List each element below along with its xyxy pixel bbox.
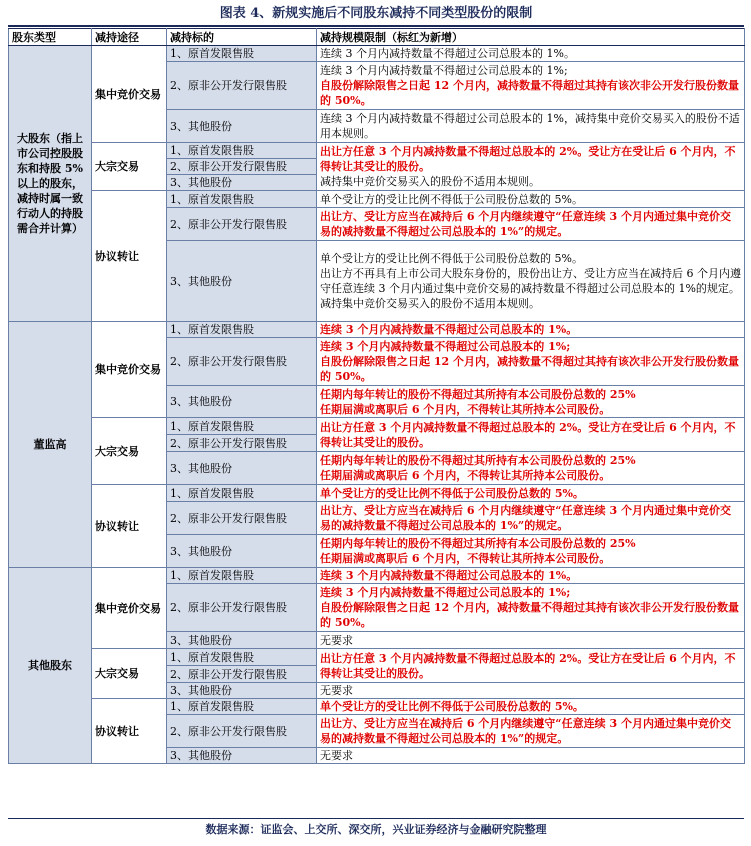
- rule-cell-new: [317, 452, 745, 485]
- restriction-table: [8, 28, 745, 764]
- route-block: 大宗交易: [92, 418, 167, 485]
- rule-line-new: 任期内每年转让的股份不得超过其所持有本公司股份总数的 25%: [320, 387, 636, 401]
- table-row: [9, 418, 745, 435]
- route-block: 大宗交易: [92, 649, 167, 699]
- sub-item: 2、原非公开发行限售股: [167, 208, 317, 241]
- type-others: 其他股东: [9, 568, 92, 764]
- rule-cell-new: 出让方、受让方应当在减持后 6 个月内继续遵守“任意连续 3 个月内通过集中竞价交易的减持数量不得超过公司总股本的 1%”的规定。: [317, 502, 745, 535]
- sub-item: 3、其他股份: [167, 535, 317, 568]
- sub-item: 1、原首发限售股: [167, 485, 317, 502]
- rule-cell-new: [317, 386, 745, 418]
- rule-line-new: 任期内每年转让的股份不得超过其所持有本公司股份总数的 25%: [320, 537, 636, 550]
- table-row: [9, 143, 745, 159]
- sub-item: 3、其他股份: [167, 241, 317, 322]
- sub-item: 3、其他股份: [167, 386, 317, 418]
- rule-line: 减持集中竞价交易买入的股份不适用本规则。: [320, 175, 540, 188]
- rule-cell-new: 出让方任意 3 个月内减持数量不得超过总股本的 2%。受让方在受让后 6 个月内，不得转让其受让的股份。: [317, 418, 745, 452]
- rule-cell: [317, 62, 745, 110]
- rule-cell: 单个受让方的受让比例不得低于公司股份总数的 5%。: [317, 191, 745, 208]
- rule-line-new: 任期内每年转让的股份不得超过其所持有本公司股份总数的 25%: [320, 454, 636, 467]
- sub-item: 2、原非公开发行限售股: [167, 435, 317, 452]
- rule-line-new: 自股份解除限售之日起 12 个月内，减持数量不得超过其持有该次非公开发行股份数量的 50%。: [320, 79, 739, 107]
- header-row: [9, 29, 745, 46]
- route-bidding: 集中竞价交易: [92, 322, 167, 418]
- sub-item: 2、原非公开发行限售股: [167, 62, 317, 110]
- rule-cell-new: [317, 584, 745, 632]
- sub-item: 3、其他股份: [167, 452, 317, 485]
- header-type: 股东类型: [9, 29, 92, 46]
- rule-cell: 无要求: [317, 632, 745, 649]
- rule-cell: 连续 3 个月内减持数量不得超过公司总股本的 1%，减持集中竞价交易买入的股份不适用本规则。: [317, 110, 745, 143]
- table-row: [9, 699, 745, 715]
- rule-cell-new: [317, 338, 745, 386]
- table-row: [9, 191, 745, 208]
- route-agreement: 协议转让: [92, 485, 167, 568]
- table-row: [9, 649, 745, 666]
- rule-cell: [317, 143, 745, 191]
- sub-item: 3、其他股份: [167, 110, 317, 143]
- rule-cell: 无要求: [317, 683, 745, 699]
- header-rule: 减持规模限制（标红为新增）: [317, 29, 745, 46]
- sub-item: 2、原非公开发行限售股: [167, 666, 317, 683]
- sub-item: 3、其他股份: [167, 632, 317, 649]
- table-row: [9, 485, 745, 502]
- table-row: [9, 322, 745, 338]
- sub-item: 3、其他股份: [167, 683, 317, 699]
- sub-item: 1、原首发限售股: [167, 191, 317, 208]
- sub-item: 1、原首发限售股: [167, 143, 317, 159]
- rule-cell-new: 连续 3 个月内减持数量不得超过公司总股本的 1%。: [317, 568, 745, 584]
- route-agreement: 协议转让: [92, 191, 167, 322]
- sub-item: 1、原首发限售股: [167, 418, 317, 435]
- rule-line-new: 任期届满或离职后 6 个月内，不得转让其所持本公司股份。: [320, 402, 611, 416]
- rule-line-new: 任期届满或离职后 6 个月内，不得转让其所持本公司股份。: [320, 469, 611, 482]
- route-bidding: 集中竞价交易: [92, 46, 167, 143]
- rule-line: 减持集中竞价交易买入的股份不适用本规则。: [320, 297, 540, 310]
- header-sub: 减持标的: [167, 29, 317, 46]
- sub-item: 2、原非公开发行限售股: [167, 502, 317, 535]
- rule-cell-new: 单个受让方的受让比例不得低于公司股份总数的 5%。: [317, 699, 745, 715]
- sub-item: 2、原非公开发行限售股: [167, 338, 317, 386]
- rule-line: 连续 3 个月内减持数量不得超过公司总股本的 1%;: [320, 64, 568, 77]
- sub-item: 2、原非公开发行限售股: [167, 715, 317, 748]
- route-bidding: 集中竞价交易: [92, 568, 167, 649]
- rule-cell: 连续 3 个月内减持数量不得超过公司总股本的 1%。: [317, 46, 745, 62]
- rule-line-new: 出让方任意 3 个月内减持数量不得超过总股本的 2%。受让方在受让后 6 个月内，不得转让其受让的股份。: [320, 145, 736, 173]
- rule-line-new: 自股份解除限售之日起 12 个月内，减持数量不得超过其持有该次非公开发行股份数量的 50%。: [320, 355, 739, 383]
- rule-cell: [317, 241, 745, 322]
- source-note: 数据来源：证监会、上交所、深交所，兴业证券经济与金融研究院整理: [8, 818, 744, 837]
- rule-cell-new: 出让方任意 3 个月内减持数量不得超过总股本的 2%。受让方在受让后 6 个月内，不得转让其受让的股份。: [317, 649, 745, 683]
- rule-line-new: 连续 3 个月内减持数量不得超过公司总股本的 1%;: [320, 340, 571, 353]
- sub-item: 3、其他股份: [167, 748, 317, 764]
- sub-item: 2、原非公开发行限售股: [167, 584, 317, 632]
- header-route: 减持途径: [92, 29, 167, 46]
- sub-item: 3、其他股份: [167, 175, 317, 191]
- rule-cell-new: 出让方、受让方应当在减持后 6 个月内继续遵守“任意连续 3 个月内通过集中竞价交易的减持数量不得超过公司总股本的 1%”的规定。: [317, 208, 745, 241]
- sub-item: 1、原首发限售股: [167, 568, 317, 584]
- route-block: 大宗交易: [92, 143, 167, 191]
- rule-cell: 无要求: [317, 748, 745, 764]
- sub-item: 2、原非公开发行限售股: [167, 159, 317, 175]
- sub-item: 1、原首发限售股: [167, 649, 317, 666]
- rule-line: 单个受让方的受让比例不得低于公司股份总数的 5%。: [320, 252, 583, 265]
- title-rule: [8, 25, 744, 27]
- rule-line-new: 连续 3 个月内减持数量不得超过公司总股本的 1%;: [320, 586, 571, 599]
- rule-cell-new: 单个受让方的受让比例不得低于公司股份总数的 5%。: [317, 485, 745, 502]
- rule-line-new: 自股份解除限售之日起 12 个月内，减持数量不得超过其持有该次非公开发行股份数量的 50%。: [320, 601, 739, 629]
- sub-item: 1、原首发限售股: [167, 699, 317, 715]
- type-major: 大股东（指上市公司控股股东和持股 5%以上的股东，减持时属一致行动人的持股需合并计算）: [9, 46, 92, 322]
- rule-cell-new: 连续 3 个月内减持数量不得超过公司总股本的 1%。: [317, 322, 745, 338]
- sub-item: 1、原首发限售股: [167, 46, 317, 62]
- rule-cell-new: [317, 535, 745, 568]
- table-row: [9, 46, 745, 62]
- rule-line-new: 任期届满或离职后 6 个月内，不得转让其所持本公司股份。: [320, 552, 611, 565]
- rule-line: 出让方不再具有上市公司大股东身份的，股份出让方、受让方应当在减持后 6 个月内遵守任意连续 3 个月内通过集中竞价交易的减持数量不得超过公司总股本的 1%的规定。: [320, 267, 741, 295]
- figure-title: 图表 4、新规实施后不同股东减持不同类型股份的限制: [219, 6, 533, 21]
- sub-item: 1、原首发限售股: [167, 322, 317, 338]
- table-row: [9, 568, 745, 584]
- type-directors: 董监高: [9, 322, 92, 568]
- route-agreement: 协议转让: [92, 699, 167, 764]
- rule-cell-new: 出让方、受让方应当在减持后 6 个月内继续遵守“任意连续 3 个月内通过集中竞价交易的减持数量不得超过公司总股本的 1%”的规定。: [317, 715, 745, 748]
